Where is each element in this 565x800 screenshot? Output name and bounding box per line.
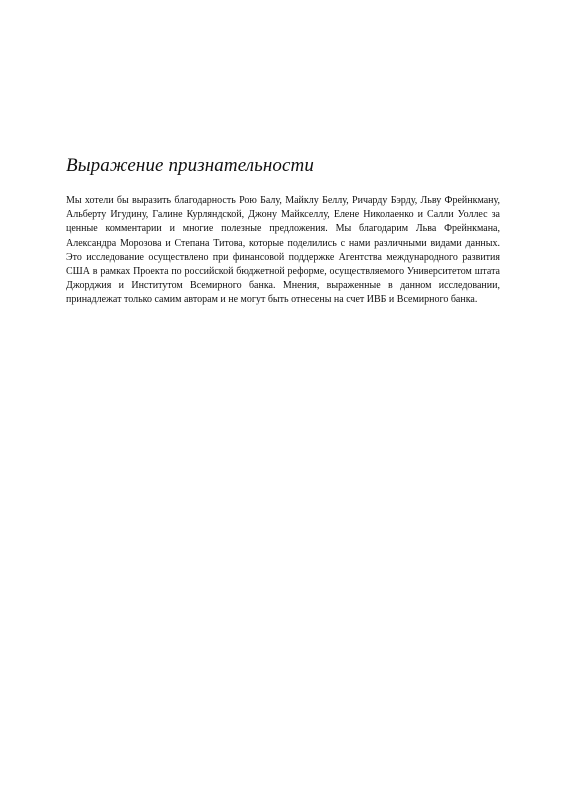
acknowledgements-paragraph: Мы хотели бы выразить благодарность Рою Балу, Майклу Беллу, Ричарду Бэрду, Льву Фрейнкману, Альберту Игудину, Галине Курляндской, Джону Майкселлу, Елене Николаенко и Салли Уоллес за ценные комментарии и многие полезные предложения. Мы благодарим Льва Фрейнкмана, Александра Морозова и Степана Титова, которые поделились с нами различными видами данных. Это исследование осуществлено при финансовой поддержке Агентства международного развития США в рамках Проекта по российской бюджетной реформе, осуществляемого Университетом штата Джорджия и Институтом Всемирного банка. Мнения, выраженные в данном исследовании, принадлежат только самим авторам и не могут быть отнесены на счет ИВБ и Всемирного банка. [66,195,500,306]
acknowledgements-heading: Выражение признательности [66,155,314,176]
